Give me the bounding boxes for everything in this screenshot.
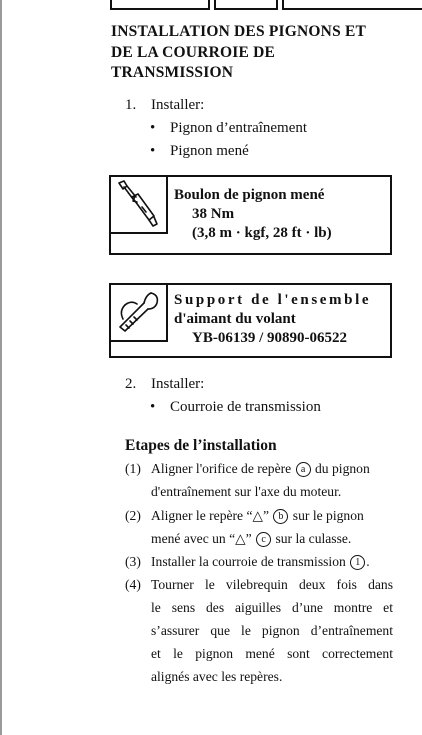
instruction-item bbox=[125, 457, 393, 503]
instruction-line bbox=[151, 619, 393, 642]
instruction-line bbox=[151, 665, 393, 688]
tool-name-line1: Support de l'ensemble bbox=[174, 292, 372, 308]
bullet-dot: • bbox=[150, 143, 156, 159]
bullet-dot: • bbox=[150, 120, 156, 136]
tool-name-line2: d'aimant du volant bbox=[174, 311, 296, 327]
instruction-line bbox=[151, 596, 393, 619]
step-1 bbox=[125, 95, 204, 115]
marker-1-icon: 1 bbox=[350, 555, 365, 570]
torque-bolt-name: Boulon de pignon mené bbox=[174, 187, 325, 203]
instruction-text: Aligner l'orifice de repère bbox=[151, 461, 295, 476]
title-line: INSTALLATION DES PIGNONS ET bbox=[111, 23, 367, 40]
instruction-body bbox=[151, 504, 393, 550]
instruction-line bbox=[151, 527, 393, 550]
bullet-item bbox=[150, 397, 321, 417]
instruction-text: sur le pignon bbox=[289, 508, 364, 523]
instruction-text: s’assurer que le pignon d’entraînement bbox=[151, 623, 393, 638]
instruction-body bbox=[151, 573, 393, 688]
instruction-text: alignés avec les repères. bbox=[151, 669, 283, 684]
instruction-number: (4) bbox=[125, 577, 141, 592]
section-title bbox=[111, 22, 401, 84]
instruction-line bbox=[151, 573, 393, 596]
instruction-text: . bbox=[366, 554, 370, 569]
instruction-text: sur la culasse. bbox=[272, 531, 352, 546]
torque-spec-text bbox=[174, 186, 332, 243]
instruction-text: le sens des aiguilles d’une montre et bbox=[151, 600, 393, 615]
bullet-item bbox=[150, 118, 307, 138]
bullet-item bbox=[150, 141, 249, 161]
torque-wrench-icon bbox=[111, 177, 168, 234]
instruction-line bbox=[151, 504, 393, 527]
special-tool-box bbox=[109, 283, 392, 358]
instruction-text: d'entraînement sur l'axe du moteur. bbox=[151, 484, 342, 499]
title-line: DE LA COURROIE DE bbox=[111, 43, 276, 61]
special-tool-text bbox=[174, 291, 371, 348]
instruction-line bbox=[151, 550, 393, 573]
instruction-text: Tourner le vilebrequin deux fois dans bbox=[151, 577, 393, 592]
previous-box-fragment bbox=[110, 0, 210, 10]
installation-steps-title: Etapes de l’installation bbox=[125, 437, 277, 454]
instruction-text: Installer la courroie de transmission bbox=[151, 554, 350, 569]
instruction-body bbox=[151, 550, 393, 573]
instruction-number: (3) bbox=[125, 554, 141, 569]
instruction-text: et le pignon mené sont correctement bbox=[151, 646, 393, 661]
previous-box-fragment bbox=[214, 0, 278, 10]
instruction-number: (2) bbox=[125, 508, 141, 523]
instruction-item bbox=[125, 573, 393, 688]
marker-c-icon: c bbox=[256, 532, 271, 547]
step-label: Installer: bbox=[151, 97, 205, 113]
instruction-text: Aligner le repère “△” bbox=[151, 508, 273, 523]
step-number: 2. bbox=[125, 376, 137, 392]
marker-b-icon: b bbox=[273, 509, 288, 524]
instruction-text: mené avec un “△” bbox=[151, 531, 256, 546]
marker-a-icon: a bbox=[296, 462, 311, 477]
bullet-text: Courroie de transmission bbox=[170, 399, 321, 415]
previous-box-fragment bbox=[282, 0, 422, 10]
bullet-dot: • bbox=[150, 399, 156, 415]
instruction-line bbox=[151, 457, 393, 480]
bullet-text: Pignon d’entraînement bbox=[170, 120, 308, 136]
torque-value-nm: 38 Nm bbox=[192, 206, 235, 222]
instruction-item bbox=[125, 550, 393, 573]
instruction-line bbox=[151, 642, 393, 665]
step-2 bbox=[125, 374, 204, 394]
flywheel-holder-tool-icon bbox=[111, 285, 168, 342]
instruction-text: du pignon bbox=[311, 461, 370, 476]
instruction-number: (1) bbox=[125, 461, 141, 476]
instruction-body bbox=[151, 457, 393, 503]
page-edge-rule bbox=[0, 0, 2, 735]
step-label: Installer: bbox=[151, 376, 205, 392]
title-line: TRANSMISSION bbox=[111, 64, 234, 81]
torque-value-alt: (3,8 m · kgf, 28 ft · lb) bbox=[192, 225, 332, 241]
instruction-item bbox=[125, 504, 393, 550]
step-number: 1. bbox=[125, 97, 137, 113]
torque-spec-box bbox=[109, 175, 392, 255]
tool-part-numbers: YB-06139 / 90890-06522 bbox=[192, 330, 347, 346]
bullet-text: Pignon mené bbox=[170, 143, 249, 159]
instruction-line bbox=[151, 480, 393, 503]
